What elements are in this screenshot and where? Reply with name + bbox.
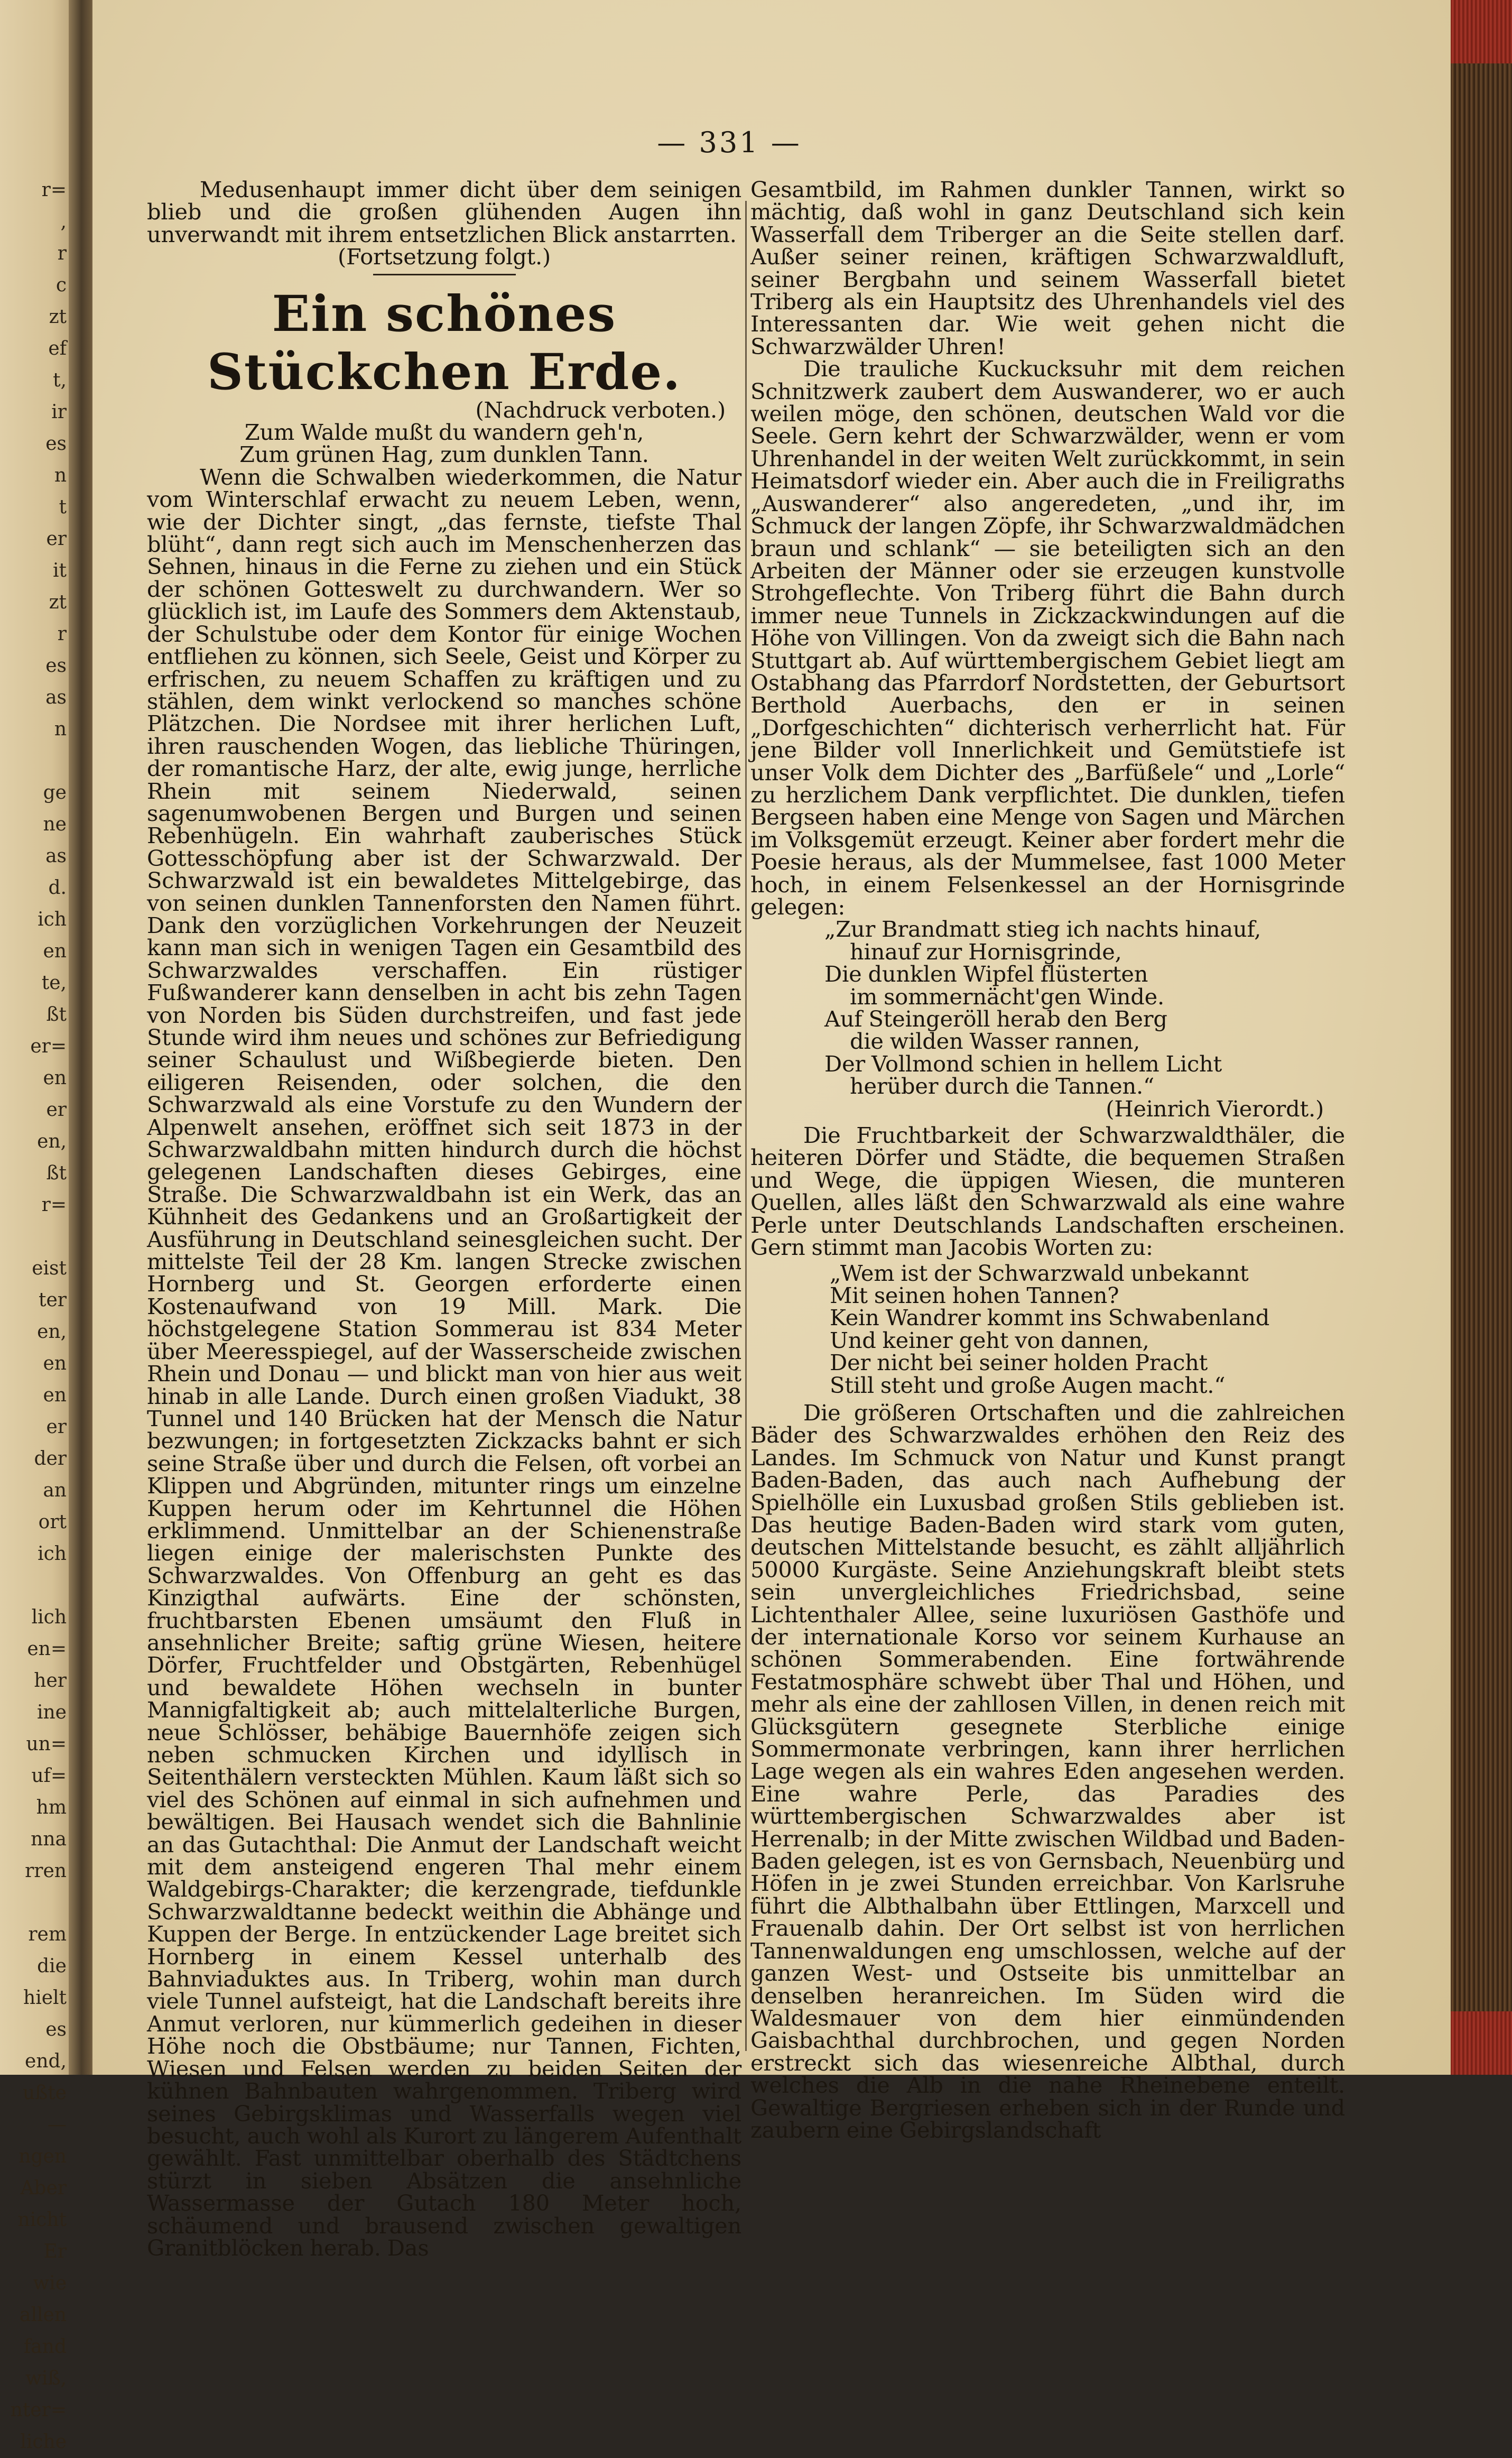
margin-fragment: en bbox=[43, 1353, 67, 1374]
margin-fragment: hielt bbox=[23, 1987, 67, 2009]
margin-fragment: ßt bbox=[46, 1004, 67, 1025]
margin-fragment: ter bbox=[39, 1289, 67, 1311]
poem-line: „Wem ist der Schwarzwald unbekannt bbox=[830, 1260, 1249, 1286]
epigraph-line: Zum grünen Hag, zum dunklen Tann. bbox=[239, 441, 649, 468]
margin-fragment: nna bbox=[31, 1828, 67, 1850]
margin-fragment: ort bbox=[38, 1511, 67, 1533]
margin-fragment: es bbox=[45, 2019, 67, 2040]
column-divider bbox=[745, 201, 747, 2051]
margin-fragment: r= bbox=[41, 1194, 67, 1216]
poem-line: Die dunklen Wipfel flüsterten bbox=[824, 961, 1148, 987]
margin-fragment bbox=[3, 1221, 67, 1253]
margin-fragment: n bbox=[54, 718, 67, 740]
margin-fragment: ne bbox=[43, 814, 67, 835]
margin-fragment: en bbox=[43, 1384, 67, 1406]
margin-fragment: end, bbox=[25, 2050, 67, 2072]
margin-fragment: en bbox=[43, 940, 67, 962]
margin-fragment: — bbox=[48, 2114, 67, 2136]
poem-author: (Heinrich Vierordt.) bbox=[1106, 1095, 1324, 1122]
reprint-note: (Nachdruck verboten.) bbox=[475, 396, 726, 423]
article-paragraph: Gesamtbild, im Rahmen dunkler Tannen, wirkt so mächtig, daß wohl in ganz Deutschland sich kein Wasserfall dem Triberger an die Seite stellen darf. Außer seiner reinen, kräftigen Schwarzwaldluft, seiner Bergbahn und seinem Wasserfall bietet Triberg als ein Hauptsitz des Uhrenhandels viel des Interessanten dar. Wie weit gehen nicht die Schwarzwälder Uhren! bbox=[750, 177, 1345, 359]
article-paragraph: Die trauliche Kuckucksuhr mit dem reichen Schnitzwerk zaubert dem Auswanderer, wo er auch weilen möge, den schönen, deutschen Wald vor die Seele. Gern kehrt der Schwarzwälder, wenn er vom Uhrenhandel in der weiten Welt zurückkommt, in sein Heimatsdorf wieder ein. Aber auch die in Freiligraths „Auswanderer“ also angeredeten, „und ihr, im Schmuck der langen Zöpfe, ihr Schwarzwaldmädchen braun und schlank“ — sie beteiligten sich an den Arbeiten der Männer oder sie erzeugen kunstvolle Strohgeflechte. Von Triberg führt die Bahn durch immer neue Tunnels in Zickzackwindungen auf die Höhe von Villingen. Von da zweigt sich die Bahn nach Stuttgart ab. Auf württembergischem Gebiet liegt am Ostabhang das Pfarrdorf Nordstetten, der Geburtsort Berthold Auerbachs, den er in seinen „Dorfgeschichten“ dichterisch verherrlicht hat. Für jene Bilder voll Innerlichkeit und Gemütstiefe ist unser Volk dem Dichter des „Barfüßele“ und „Lorle“ zu herzlichem Dank verpflichtet. Die dunklen, tiefen Bergseen haben eine Menge von Sagen und Märchen im Volksgemüt erzeugt. Keiner aber fordert mehr die Poesie heraus, als der Mummelsee, fast 1000 Meter hoch, in einem Felsenkessel an der Hornisgrinde gelegen: bbox=[750, 356, 1345, 920]
margin-fragment: as bbox=[45, 687, 67, 708]
poem-line: Auf Steingeröll herab den Berg bbox=[824, 1006, 1167, 1032]
margin-fragment: uf= bbox=[31, 1765, 67, 1787]
poem-line: Mit seinen hohen Tannen? bbox=[830, 1282, 1119, 1308]
margin-fragment: nter= bbox=[10, 2399, 67, 2421]
margin-fragment: zt bbox=[49, 592, 67, 613]
margin-fragment: rren bbox=[25, 1860, 67, 1882]
margin-fragment: zt bbox=[49, 306, 67, 328]
margin-fragment: r= bbox=[41, 179, 67, 201]
margin-fragment: an bbox=[43, 1480, 67, 1501]
margin-fragment: wie bbox=[33, 2272, 67, 2294]
poem bbox=[750, 1262, 1345, 1397]
section-rule bbox=[373, 274, 516, 275]
margin-fragment bbox=[3, 745, 67, 777]
margin-fragment: en, bbox=[37, 1321, 67, 1343]
margin-fragment: ich bbox=[38, 1543, 67, 1565]
book-edge-band bbox=[1451, 2011, 1512, 2075]
poem-line: Der nicht bei seiner holden Pracht bbox=[830, 1350, 1208, 1376]
margin-fragment: er bbox=[46, 1099, 67, 1121]
margin-fragment: er bbox=[46, 1416, 67, 1438]
poem-line: „Zur Brandmatt stieg ich nachts hinauf, bbox=[824, 916, 1261, 942]
article-title: Ein schönes Stückchen Erde. bbox=[207, 284, 681, 401]
margin-fragment: ine bbox=[36, 1702, 67, 1723]
margin-fragment: wiß, bbox=[25, 2368, 67, 2389]
margin-fragment: te, bbox=[41, 972, 67, 994]
margin-fragment: der bbox=[34, 1448, 67, 1470]
facing-page-fragments bbox=[3, 174, 67, 2458]
left-column bbox=[147, 179, 741, 2259]
margin-fragment: her bbox=[34, 1670, 67, 1692]
margin-fragment bbox=[3, 1887, 67, 1919]
margin-fragment: un= bbox=[26, 1733, 67, 1755]
margin-fragment: fand bbox=[23, 2336, 67, 2358]
margin-fragment: es bbox=[45, 655, 67, 677]
poem-line: Der Vollmond schien in hellem Licht bbox=[824, 1050, 1222, 1077]
book-edge-band bbox=[1451, 0, 1512, 63]
story-continuation: Medusenhaupt immer dicht über dem seinigen blieb und die großen glühenden Augen ihn unverwandt mit ihrem entsetzlichen Blick anstarrten. bbox=[147, 177, 741, 247]
page-number: — 331 — bbox=[657, 126, 802, 159]
margin-fragment: c bbox=[55, 274, 67, 296]
facing-page-strip bbox=[0, 0, 74, 2453]
margin-fragment: ge bbox=[43, 782, 67, 803]
margin-fragment: n bbox=[54, 465, 67, 486]
margin-fragment: lich bbox=[31, 1606, 67, 1628]
margin-fragment: ef bbox=[48, 338, 67, 359]
margin-fragment: die bbox=[37, 1955, 67, 1977]
right-column bbox=[750, 179, 1345, 2141]
poem-line: Still steht und große Augen macht.“ bbox=[830, 1372, 1226, 1398]
margin-fragment: , bbox=[60, 211, 67, 233]
book-edge bbox=[1451, 0, 1512, 2075]
margin-fragment: en, bbox=[37, 1131, 67, 1152]
poem-line: im sommernächt'gen Winde. bbox=[824, 983, 1164, 1010]
poem-line: Kein Wandrer kommt ins Schwabenland bbox=[830, 1305, 1270, 1331]
margin-fragment: er bbox=[46, 528, 67, 550]
margin-fragment: ßt bbox=[46, 1162, 67, 1184]
margin-fragment: liche bbox=[20, 2431, 67, 2453]
margin-fragment: t bbox=[59, 496, 67, 518]
margin-fragment: er= bbox=[30, 1036, 67, 1057]
margin-fragment: en bbox=[43, 1067, 67, 1089]
poem-line: hinauf zur Hornisgrinde, bbox=[824, 938, 1122, 965]
margin-fragment: en= bbox=[27, 1638, 67, 1660]
margin-fragment: d. bbox=[48, 877, 67, 899]
margin-fragment: ngen bbox=[18, 2146, 67, 2167]
margin-fragment: Aber bbox=[20, 2177, 67, 2199]
margin-fragment: as bbox=[45, 845, 67, 867]
margin-fragment: r bbox=[57, 243, 67, 264]
poem bbox=[750, 918, 1345, 1097]
margin-fragment: hm bbox=[36, 1797, 67, 1818]
margin-fragment: allen bbox=[20, 2304, 67, 2326]
poem-line: herüber durch die Tannen.“ bbox=[824, 1073, 1155, 1099]
margin-fragment bbox=[3, 1570, 67, 1602]
margin-fragment: r bbox=[57, 623, 67, 645]
margin-fragment: es bbox=[45, 433, 67, 455]
article-paragraph: Die größeren Ortschaften und die zahlreichen Bäder des Schwarzwaldes erhöhen den Reiz des Landes. Im Schmuck von Natur und Kunst prangt Baden-Baden, das auch nach Aufhebung der Spielhölle ein Luxusbad großen Stils geblieben ist. Das heutige Baden-Baden wird stark vom guten, deutschen Mittelstande besucht, es zählt alljährlich 50000 Kurgäste. Seine Anziehungskraft bleibt stets sein unvergleichliches Friedrichsbad, seine Lichtenthaler Allee, seine luxuriösen Gasthöfe und der internationale Korso vor seinem Kurhause an schönen Sommerabenden. Eine fortwährende Festatmosphäre schwebt über Thal und Höhen, und mehr als eine der zahllosen Villen, in denen reich mit Glücksgütern gesegnete Sterbliche einige Sommermonate verbringen, kann ihrer herrlichen Lage wegen als ein wahres Eden angesehen werden. Eine wahre Perle, das Paradies des württembergischen Schwarzwaldes aber ist Herrenalb; in der Mitte zwischen Wildbad und Baden-Baden gelegen, ist es von Gernsbach, Neuenbürg und Höfen in je zwei Stunden erreichbar. Von Karlsruhe führt die Albthalbahn über Ettlingen, Marxcell und Frauenalb dahin. Der Ort selbst ist von herrlichen Tannenwaldungen eng umschlossen, welche auf der ganzen West- und Ostseite bis unmittelbar an denselben heranreichen. Im Süden wird die Waldesmauer von dem hier einmündenden Gaisbachthal durchbrochen, und gegen Norden erstreckt sich das wiesenreiche Albthal, durch welches die Alb in die nahe Rheinebene enteilt. Gewaltige Bergriesen erheben sich in der Runde und zaubern eine Gebirgslandschaft bbox=[750, 1399, 1345, 2143]
margin-fragment: t, bbox=[53, 369, 67, 391]
margin-fragment: ußte bbox=[22, 2082, 67, 2104]
margin-fragment: ir bbox=[51, 401, 67, 423]
margin-fragment: Er bbox=[43, 2241, 67, 2262]
poem-line: die wilden Wasser rannen, bbox=[824, 1028, 1140, 1055]
margin-fragment: eist bbox=[32, 1258, 67, 1279]
margin-fragment: nicht bbox=[17, 2209, 67, 2231]
poem-line: Und keiner geht von dannen, bbox=[830, 1327, 1149, 1353]
article-paragraph: Die Fruchtbarkeit der Schwarzwaldthäler, die heiteren Dörfer und Städte, die bequemen Straßen und Wege, die üppigen Wiesen, die munteren Quellen, alles läßt den Schwarzwald als eine wahre Perle unter Deutschlands Landschaften erscheinen. Gern stimmt man Jacobis Worten zu: bbox=[750, 1122, 1345, 1261]
epigraph-line: Zum Walde mußt du wandern geh'n, bbox=[244, 419, 644, 446]
continued-note: (Fortsetzung folgt.) bbox=[337, 244, 551, 270]
article-paragraph: Wenn die Schwalben wiederkommen, die Natur vom Winterschlaf erwacht zu neuem Leben, wenn, wie der Dichter singt, „das fernste, tiefste Thal blüht“, dann regt sich auch im Menschenherzen das Sehnen, hinaus in die Ferne zu ziehen und ein Stück der schönen Gotteswelt zu durchwandern. Wer so glücklich ist, im Laufe des Sommers dem Aktenstaub, der Schulstube oder dem Kontor für einige Wochen entfliehen zu können, sich Seele, Geist und Körper zu erfrischen, zu neuem Schaffen zu kräftigen und zu stählen, dem winkt verlockend so manches schöne Plätzchen. Die Nordsee mit ihrer herlichen Luft, ihren rauschenden Wogen, das liebliche Thüringen, der romantische Harz, der alte, ewig junge, herrliche Rhein mit seinem Niederwald, seinen sagenumwobenen Bergen und Burgen und seinen Rebenhügeln. Ein wahrhaft zauberisches Stück Gottesschöpfung aber ist der Schwarzwald. Der Schwarzwald ist ein bewaldetes Mittelgebirge, das von seinen dunklen Tannenforsten den Namen führt. Dank den vorzüglichen Vorkehrungen der Neuzeit kann man sich in wenigen Tagen ein Gesamtbild des Schwarzwaldes verschaffen. Ein rüstiger Fußwanderer kann denselben in acht bis zehn Tagen von Norden bis Süden durchstreifen, und fast jede Stunde wird ihm neues und schönes zur Befriedigung seiner Schaulust und Wißbegierde bieten. Den eiligeren Reisenden, oder solchen, die den Schwarzwald als eine Vorstufe zu den Wundern der Alpenwelt ansehen, eröffnet sich seit 1873 in der Schwarzwaldbahn mitten hindurch durch die höchst gelegenen Landschaften dieses Gebirges, eine Straße. Die Schwarzwaldbahn ist ein Werk, das an Kühnheit des Gedankens und an Großartigkeit der Ausführung in Deutschland seinesgleichen sucht. Der mittelste Teil der 28 Km. langen Strecke zwischen Hornberg und St. Georgen erforderte einen Kostenaufwand von 19 Mill. Mark. Die höchstgelegene Station Sommerau ist 834 Meter über Meeresspiegel, auf der Wasserscheide zwischen Rhein und Donau — und blickt man von hier aus weit hinab in alle Lande. Durch einen großen Viadukt, 38 Tunnel und 140 Brücken hat der Mensch die Natur bezwungen; in fortgesetzten Zickzacks bahnt er sich seine Straße über und durch die Felsen, oft vorbei an Klippen und Abgründen, mitunter rings um einzelne Kuppen herum oder im Kehrtunnel die Höhen erklimmend. Unmittelbar an der Schienenstraße liegen einige der malerischsten Punkte des Schwarzwaldes. Von Offenburg an geht es das Kinzigthal aufwärts. Eine der schönsten, fruchtbarsten Ebenen umsäumt den Fluß in ansehnlicher Breite; saftig grüne Wiesen, heitere Dörfer, Fruchtfelder und Obstgärten, Rebenhügel und bewaldete Höhen wechseln in bunter Mannigfaltigkeit ab; auch mittelalterliche Burgen, neue Schlösser, behäbige Bauernhöfe zeigen sich neben schmucken Kirchen und idyllisch in Seitenthälern versteckten Mühlen. Kaum läßt sich so viel des Schönen auf einmal in sich aufnehmen und bewältigen. Bei Hausach wendet sich die Bahnlinie an das Gutachthal: Die Anmut der Landschaft weicht mit dem ansteigend engeren Thal mehr einem Waldgebirgs-Charakter; die kerzengrade, tiefdunkle Schwarzwaldtanne bedeckt weithin die Abhänge und Kuppen der Berge. In entzückender Lage breitet sich Hornberg in einem Kessel unterhalb des Bahnviaduktes aus. In Triberg, wohin man durch viele Tunnel aufsteigt, hat die Landschaft bereits ihre Anmut verloren, nur kümmerlich gedeihen in dieser Höhe noch die Obstbäume; nur Tannen, Fichten, Wiesen und Felsen werden zu beiden Seiten der kühnen Bahnbauten wahrgenommen. Triberg wird seines Gebirgsklimas und Wasserfalls wegen viel besucht, auch wohl als Kurort zu längerem Aufenthalt gewählt. Fast unmittelbar oberhalb des Städtchens stürzt in sieben Absätzen die ansehnliche Wassermasse der Gutach 180 Meter hoch, schäumend und brausend zwischen gewaltigen Granitblöcken herab. Das bbox=[147, 464, 741, 2261]
margin-fragment: ich bbox=[38, 909, 67, 930]
margin-fragment: rem bbox=[28, 1924, 67, 1945]
margin-fragment: it bbox=[53, 560, 67, 581]
